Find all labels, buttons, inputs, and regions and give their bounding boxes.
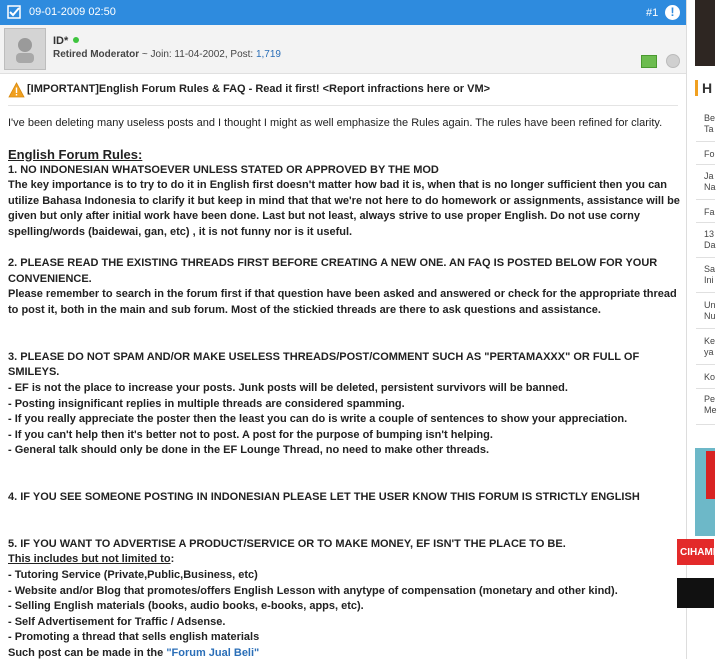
rule-2-title: 2. PLEASE READ THE EXISTING THREADS FIRST BEFORE CREATING A NEW ONE. AN FAQ IS POSTED BELOW FOR YOUR CONVENIENCE. xyxy=(8,257,658,285)
report-icon[interactable] xyxy=(665,5,680,20)
post-body xyxy=(8,116,680,662)
rule-5-item: - Website and/or Blog that promotes/offers English Lesson with anytype of compensation (monetary and other kind). xyxy=(8,584,618,597)
forum-jual-beli-link[interactable]: "Forum Jual Beli" xyxy=(166,647,260,659)
sidebar-item[interactable]: Pe Me xyxy=(704,394,717,415)
rule-3-item: - General talk should only be done in the EF Lounge Thread, no need to make other threads. xyxy=(8,444,490,457)
sidebar-ad-badge xyxy=(706,451,715,499)
rule-5-includes: This includes but not limited to xyxy=(8,553,171,566)
online-status-icon xyxy=(73,37,79,43)
sidebar-item[interactable]: Un Nu xyxy=(704,300,716,321)
post-number-link[interactable]: #1 xyxy=(646,7,659,19)
reputation-icon[interactable] xyxy=(641,55,657,68)
sidebar-item[interactable]: 13 Da xyxy=(704,229,716,250)
sidebar-banner-image[interactable] xyxy=(695,0,715,66)
avatar[interactable] xyxy=(4,28,46,70)
sidebar-divider xyxy=(696,364,715,365)
rule-3-item: - Posting insignificant replies in multiple threads are considered spamming. xyxy=(8,397,405,410)
rule-5-item: - Selling English materials (books, audio books, e-books, apps, etc). xyxy=(8,600,364,613)
sidebar-divider xyxy=(696,388,715,389)
sidebar-item[interactable]: Ke ya xyxy=(704,336,716,357)
user-info-bar xyxy=(0,25,686,74)
report-icon-glyph: ! xyxy=(670,5,675,19)
sidebar-item[interactable]: Ko xyxy=(704,372,716,382)
rule-2-text: Please remember to search in the forum first if that question have been asked and answered or check for the appropriate thread to post it, both in the main and sub forum. Most of the stickied threads are there to ask questions and assistance. xyxy=(8,288,677,316)
rule-5-title: 5. IF YOU WANT TO ADVERTISE A PRODUCT/SERVICE OR TO MAKE MONEY, EF ISN'T THE PLACE TO BE. xyxy=(8,537,566,550)
ad-banner-image[interactable] xyxy=(677,578,714,608)
sidebar-item[interactable]: Ja Na xyxy=(704,171,716,192)
rule-3-item: - If you can't help then it's better not to post. A post for the purpose of bumping isn't helping. xyxy=(8,428,493,441)
intro-text: I've been deleting many useless posts and I thought I might as well emphasize the Rules again. The rules have been refined for clarity. xyxy=(8,117,663,129)
join-info: Join: 11-04-2002, Post: xyxy=(150,49,254,60)
sidebar-divider xyxy=(696,141,715,142)
post-count-link[interactable]: 1,719 xyxy=(255,49,281,60)
post-header-bar xyxy=(0,0,686,25)
sidebar-divider xyxy=(696,292,715,293)
sidebar-divider xyxy=(696,424,715,425)
rule-5-item: - Tutoring Service (Private,Public,Business, etc) xyxy=(8,569,258,582)
ad-banner-label[interactable]: CIHAMP xyxy=(680,547,719,558)
checkbox-icon[interactable] xyxy=(7,5,21,19)
post-date: 09-01-2009 02:50 xyxy=(29,6,116,18)
sidebar-divider xyxy=(696,328,715,329)
user-meta xyxy=(53,49,281,60)
options-icon[interactable] xyxy=(666,54,680,68)
rule-4-title: 4. IF YOU SEE SOMEONE POSTING IN INDONESIAN PLEASE LET THE USER KNOW THIS FORUM IS STRICTLY ENGLISH xyxy=(8,491,640,504)
sidebar-heading: H xyxy=(695,80,712,96)
sidebar-item[interactable]: Sa Ini xyxy=(704,264,716,285)
meta-separator: ~ xyxy=(141,49,148,60)
divider xyxy=(8,105,678,106)
thread-title: [IMPORTANT]English Forum Rules & FAQ - Read it first! <Report infractions here or VM> xyxy=(27,83,491,95)
sidebar-item[interactable]: Be Ta xyxy=(704,113,716,134)
rules-heading: English Forum Rules: xyxy=(8,146,143,162)
rule-5-item: - Self Advertisement for Traffic / Adsense. xyxy=(8,615,226,628)
rule-3-item: - If you really appreciate the poster then the least you can do is write a couple of sentences to show your appreciation. xyxy=(8,413,628,426)
sidebar-divider xyxy=(696,164,715,165)
warning-icon xyxy=(8,82,25,98)
sidebar-divider xyxy=(696,257,715,258)
rule-5-colon: : xyxy=(170,553,175,566)
sidebar-item[interactable]: Fo xyxy=(704,149,715,159)
rule-5-footer xyxy=(8,646,680,662)
sidebar-divider xyxy=(696,199,715,200)
rule-3-item: - EF is not the place to increase your posts. Junk posts will be deleted, persistent survivors will be banned. xyxy=(8,381,568,394)
rule-3-title: 3. PLEASE DO NOT SPAM AND/OR MAKE USELESS THREADS/POST/COMMENT SUCH AS "PERTAMAXXX" OR FULL OF SMILEYS. xyxy=(8,350,640,379)
username-link[interactable]: ID* xyxy=(53,35,69,47)
rule-5-item: - Promoting a thread that sells english materials xyxy=(8,631,260,644)
rule-5-footer-text: Such post can be made in the xyxy=(8,647,167,659)
sidebar-divider xyxy=(696,222,715,223)
user-title: Retired Moderator xyxy=(53,49,140,60)
rule-5-includes-row xyxy=(8,552,680,568)
rule-1-text: The key importance is to try to do it in English first doesn't matter how bad it is, when that is no longer sufficient then you can utilize Bahasa Indonesia to clarify it but keep in mind that that we're not here to do homework or assignments, assistance will be given but only after initial work have been done. Last but not least, always strive to use proper English. Do not use corny spelling/words (baidewai, gan, etc) , it is not funny nor is it useful. xyxy=(8,179,680,238)
rule-1-title: 1. NO INDONESIAN WHATSOEVER UNLESS STATED OR APPROVED BY THE MOD xyxy=(8,163,439,176)
sidebar-item[interactable]: Fa xyxy=(704,207,715,217)
